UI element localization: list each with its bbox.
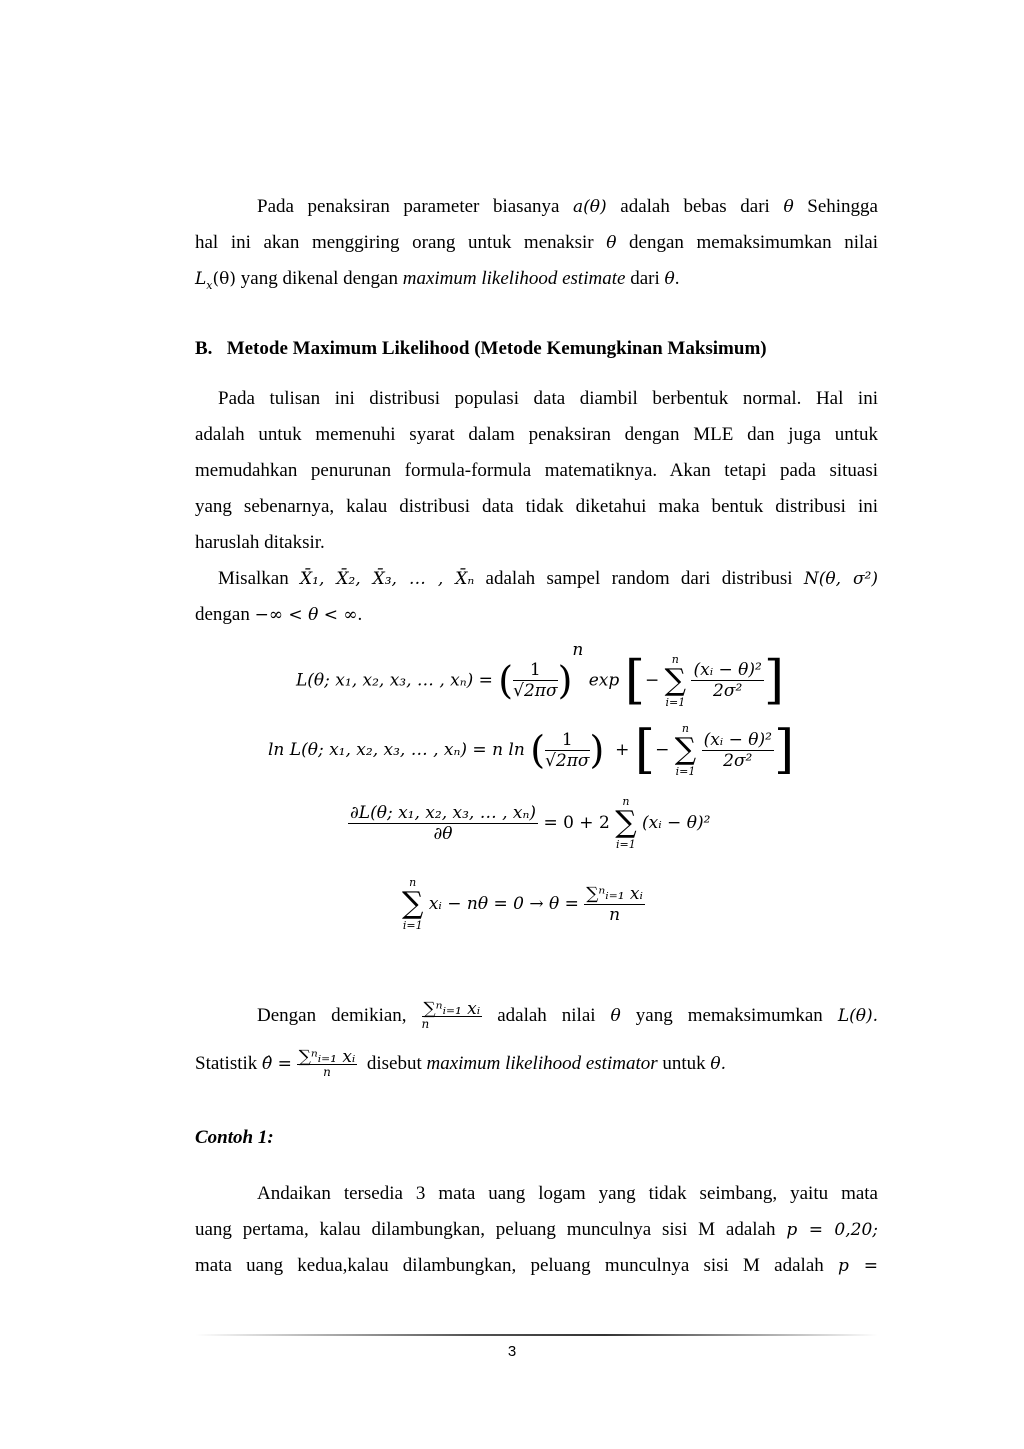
- summation-symbol: n ∑ i=1: [664, 652, 687, 709]
- example-heading: Contoh 1:: [195, 1127, 274, 1148]
- paragraph-sample: [195, 561, 878, 633]
- paragraph-line: Pada penaksiran parameter biasanya a(θ) adalah bebas dari θ Sehingga: [257, 196, 878, 217]
- paragraph-example: [195, 1176, 878, 1284]
- paragraph-conclusion: [195, 992, 878, 1088]
- equation-likelihood: L(θ; x₁, x₂, x₃, … , xₙ) = ( $\frac{1}{√2\pi\sigma}$ )$^n$ exp [− n ∑ i=1 $\frac{\text{(xᵢ − θ)²}}{\text{2σ²}}$ ]: [296, 640, 785, 711]
- paragraph-line: Dengan demikian, $\frac{\text{∑ⁿᵢ₌₁ xᵢ}}{n}$ adalah nilai θ yang memaksimumkan L(θ).: [257, 999, 879, 1032]
- equation-log-likelihood: ln L(θ; x₁, x₂, x₃, … , xₙ) = n ln ( $\frac{1}{√2\pi\sigma}$ ) + [− n ∑ i=1 $\frac{\text{(xᵢ − θ)²}}{\text{2σ²}}$ ]: [268, 720, 795, 780]
- summation-symbol: n ∑ i=1: [674, 722, 697, 778]
- section-heading: B. Metode Maximum Likelihood (Metode Kemungkinan Maksimum): [195, 338, 767, 359]
- paragraph-normal-distribution: [195, 381, 878, 561]
- equation-solution: n ∑ i=1 xᵢ − nθ = 0 → θ = $\frac{\text{∑ⁿᵢ₌₁ xᵢ}}{n}$: [402, 876, 643, 932]
- paragraph-line: yang sebenarnya, kalau distribusi data tidak diketahui maka bentuk distribusi ini: [195, 496, 878, 517]
- equation-derivative: $\frac{\text{∂L(θ; x₁, x₂, x₃, … , xₙ)}}{\partial\theta}$ = 0 + 2 n ∑ i=1 (xᵢ − θ)²: [350, 795, 711, 851]
- paragraph-line: hal ini akan menggiring orang untuk menaksir θ dengan memaksimumkan nilai: [195, 232, 878, 253]
- paragraph-intro: [195, 189, 878, 297]
- page-number: 3: [507, 1343, 517, 1360]
- paragraph-line: Pada tulisan ini distribusi populasi data diambil berbentuk normal. Hal ini: [218, 388, 878, 409]
- paragraph-line: uang pertama, kalau dilambungkan, peluang munculnya sisi M adalah p = 0,20;: [195, 1219, 879, 1240]
- paragraph-line: dengan −∞ < θ < ∞.: [195, 604, 363, 625]
- paragraph-line: Andaikan tersedia 3 mata uang logam yang tidak seimbang, yaitu mata: [257, 1183, 878, 1204]
- paragraph-line: adalah untuk memenuhi syarat dalam penaksiran dengan MLE dan juga untuk: [195, 424, 878, 445]
- paragraph-line: $L_x(\theta)$ yang dikenal dengan maximum likelihood estimate dari θ.: [195, 268, 680, 292]
- paragraph-line: mata uang kedua,kalau dilambungkan, peluang munculnya sisi M adalah p =: [195, 1255, 879, 1276]
- summation-symbol: n ∑ i=1: [615, 795, 637, 851]
- paragraph-line: haruslah ditaksir.: [195, 532, 325, 553]
- footer-divider: [195, 1334, 878, 1336]
- paragraph-line: Statistik θ̂ = $\frac{\text{∑ⁿᵢ₌₁ xᵢ}}{n}$ disebut maximum likelihood estimator untuk θ.: [195, 1047, 727, 1080]
- summation-symbol: n ∑ i=1: [402, 876, 424, 932]
- paragraph-line: memudahkan penurunan formula-formula matematiknya. Akan tetapi pada situasi: [195, 460, 878, 481]
- paragraph-line: Misalkan X̄₁, X̄₂, X̄₃, … , X̄ₙ adalah sampel random dari distribusi N(θ, σ²): [218, 568, 878, 589]
